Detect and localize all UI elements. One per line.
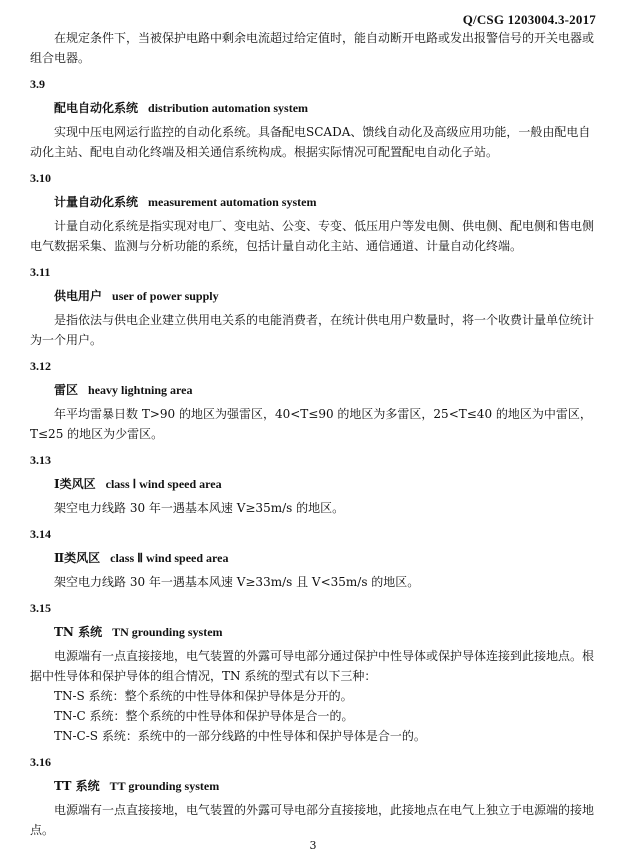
definition-list-item: TN-S 系统：整个系统的中性导体和保护导体是分开的。 xyxy=(54,689,353,703)
definition-paragraph: 电源端有一点直接接地，电气装置的外露可导电部分直接接地，此接地点在电气上独立于电源端的接地点。 xyxy=(30,803,595,837)
term-chinese: Ⅰ类风区 xyxy=(54,477,96,491)
section-number: 3.10 xyxy=(30,171,51,185)
term-english: measurement automation system xyxy=(148,195,317,209)
term-chinese: 雷区 xyxy=(54,383,79,397)
term-chinese: Ⅱ类风区 xyxy=(54,551,101,565)
term-chinese: 计量自动化系统 xyxy=(54,195,139,209)
section-number: 3.9 xyxy=(30,77,45,91)
term-title xyxy=(54,548,598,568)
term-title xyxy=(54,192,598,212)
document-body xyxy=(30,28,598,840)
definition-paragraph: 是指依法与供电企业建立供用电关系的电能消费者，在统计供电用户数量时，将一个收费计量单位统计为一个用户。 xyxy=(30,313,595,347)
term-chinese: 供电用户 xyxy=(54,289,103,303)
definition-paragraph: 实现中压电网运行监控的自动化系统。具备配电SCADA、馈线自动化及高级应用功能，一般由配电自动化主站、配电自动化终端及相关通信系统构成。根据实际情况可配置配电自动化子站。 xyxy=(30,125,591,159)
term-title xyxy=(54,622,598,642)
definition-paragraph: 计量自动化系统是指实现对电厂、变电站、公变、专变、低压用户等发电侧、供电侧、配电侧和售电侧电气数据采集、监测与分析功能的系统，包括计量自动化主站、通信通道、计量自动化终端。 xyxy=(30,219,595,253)
term-chinese: 配电自动化系统 xyxy=(54,101,139,115)
section-number: 3.11 xyxy=(30,265,51,279)
term-english: heavy lightning area xyxy=(88,383,193,397)
term-title xyxy=(54,98,598,118)
term-english: TN grounding system xyxy=(112,625,223,639)
term-title xyxy=(54,776,598,796)
term-english: class Ⅱ wind speed area xyxy=(110,551,229,565)
document-code: Q/CSG 1203004.3-2017 xyxy=(462,12,596,27)
definition-paragraph: 电源端有一点直接接地，电气装置的外露可导电部分通过保护中性导体或保护导体连接到此接地点。根据中性导体和保护导体的组合情况，TN 系统的型式有以下三种： xyxy=(30,649,595,683)
term-chinese: TN 系统 xyxy=(54,625,103,639)
term-chinese: TT 系统 xyxy=(54,779,100,793)
page-number: 3 xyxy=(309,839,317,852)
intro-paragraph: 在规定条件下，当被保护电路中剩余电流超过给定值时，能自动断开电路或发出报警信号的开关电器或组合电器。 xyxy=(30,31,595,65)
term-title xyxy=(54,286,598,306)
section-number: 3.13 xyxy=(30,453,51,467)
section-number: 3.12 xyxy=(30,359,51,373)
term-english: distribution automation system xyxy=(148,101,309,115)
term-english: TT grounding system xyxy=(109,779,220,793)
definition-paragraph: 年平均雷暴日数 T>90 的地区为强雷区，40<T≤90 的地区为多雷区，25<T≤40 的地区为中雷区，T≤25 的地区为少雷区。 xyxy=(30,407,592,441)
definition-list-item: TN-C-S 系统：系统中的一部分线路的中性导体和保护导体是合一的。 xyxy=(54,729,426,743)
section-number: 3.16 xyxy=(30,755,51,769)
definition-paragraph: 架空电力线路 30 年一遇基本风速 V≥33m/s 且 V<35m/s 的地区。 xyxy=(54,575,420,589)
section-number: 3.14 xyxy=(30,527,51,541)
term-english: user of power supply xyxy=(112,289,219,303)
definition-paragraph: 架空电力线路 30 年一遇基本风速 V≥35m/s 的地区。 xyxy=(54,501,345,515)
definition-list-item: TN-C 系统：整个系统的中性导体和保护导体是合一的。 xyxy=(54,709,354,723)
term-english: class Ⅰ wind speed area xyxy=(105,477,222,491)
definitions-list xyxy=(30,74,598,840)
term-title xyxy=(54,474,598,494)
term-title xyxy=(54,380,598,400)
section-number: 3.15 xyxy=(30,601,51,615)
